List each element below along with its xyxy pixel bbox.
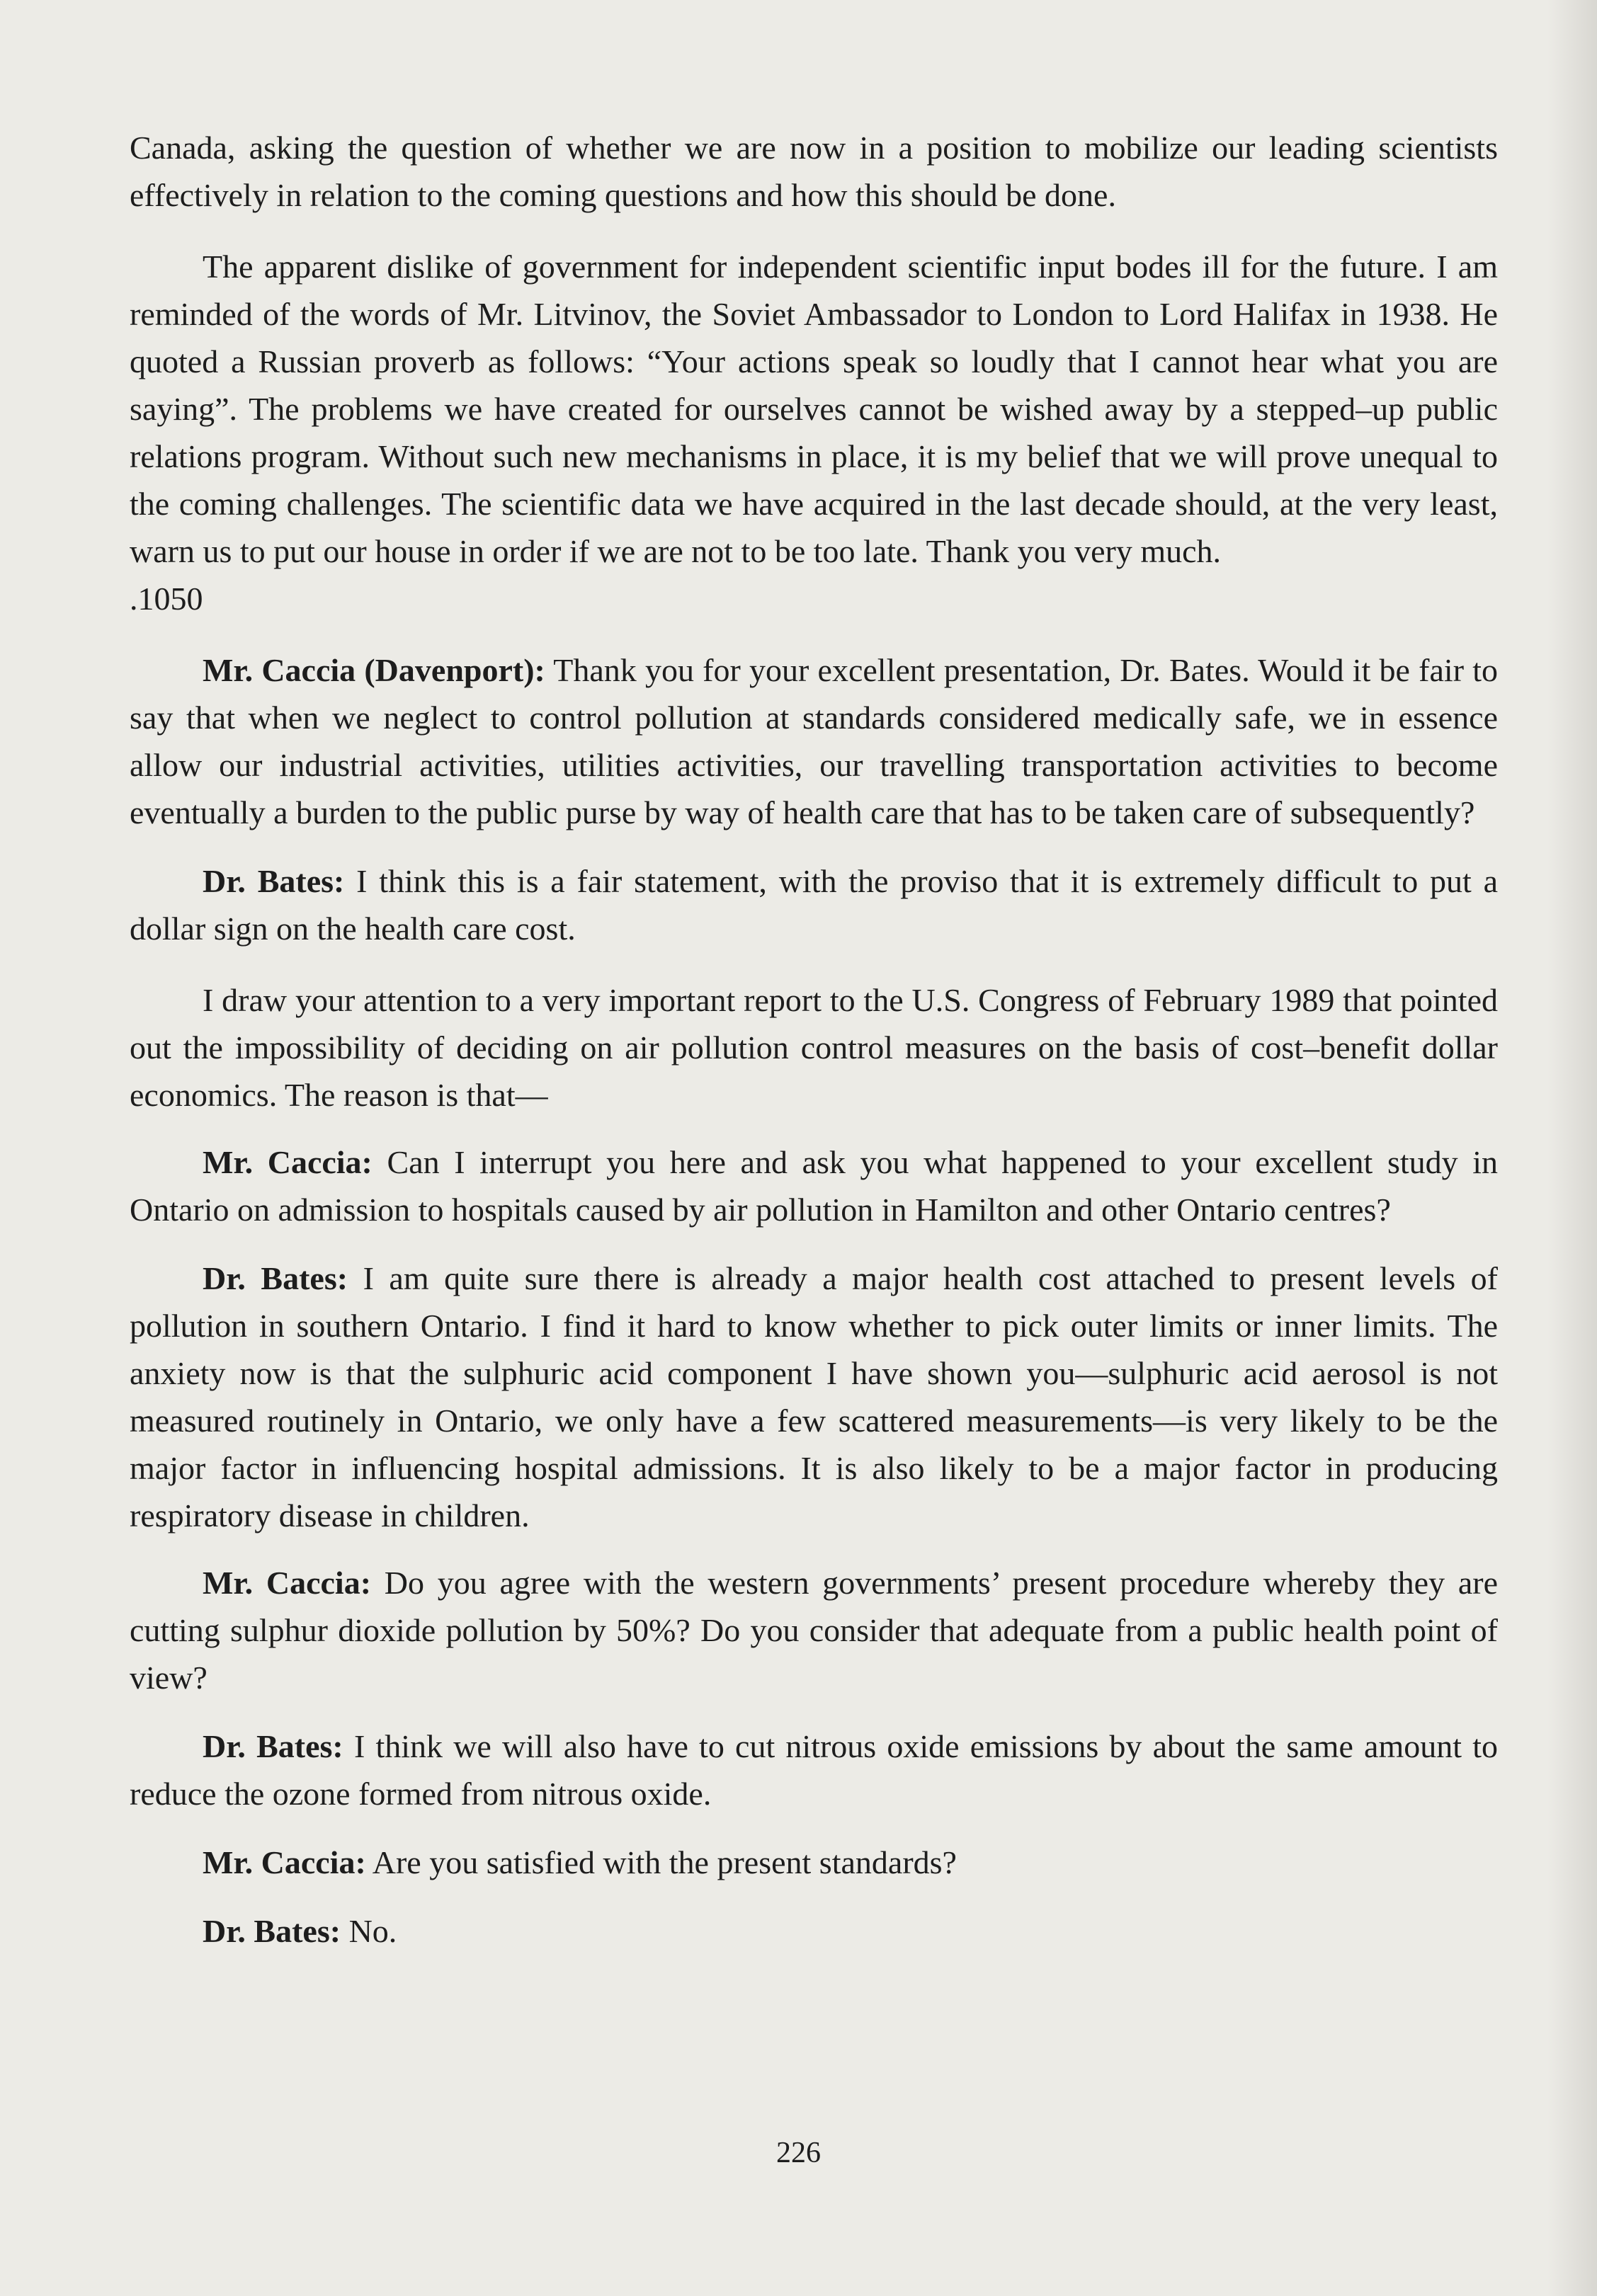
paragraph bbox=[130, 243, 1498, 575]
speaker-name: Dr. Bates: bbox=[203, 1913, 341, 1949]
speaker-name: Mr. Caccia (Davenport): bbox=[203, 652, 545, 688]
speaker-name: Mr. Caccia: bbox=[203, 1844, 366, 1880]
speech-text: No. bbox=[348, 1913, 397, 1949]
page-number: 226 bbox=[776, 2137, 821, 2169]
speech-text: Are you satisfied with the present standards? bbox=[372, 1844, 957, 1880]
paragraph-text: I draw your attention to a very important report to the U.S. Congress of February 1989 that pointed out the impossibility of deciding on air pollution control measures on the basis of cost–benefit dollar economics. The reason is that— bbox=[130, 982, 1498, 1113]
speech-text: I think we will also have to cut nitrous oxide emissions by about the same amount to reduce the ozone formed from nitrous oxide. bbox=[130, 1728, 1499, 1812]
speaker-paragraph bbox=[130, 1723, 1498, 1817]
speech-text: I think this is a fair statement, with the proviso that it is extremely difficult to put a dollar sign on the health care cost. bbox=[130, 863, 1498, 947]
speech-text: Can I interrupt you here and ask you what happened to your excellent study in Ontario on admission to hospitals caused by air pollution in Hamilton and other Ontario centres? bbox=[130, 1144, 1499, 1228]
speech-text: Do you agree with the western governments’ present procedure whereby they are cutting sulphur dioxide pollution by 50%? Do you consider that adequate from a public health point of view? bbox=[130, 1565, 1498, 1696]
transcript-body bbox=[130, 124, 1498, 1955]
speaker-paragraph bbox=[130, 1839, 1498, 1886]
speech-text: Thank you for your excellent presentation, Dr. Bates. Would it be fair to say that when we neglect to control pollution at standards considered medically safe, we in essence allow our industrial activities, utilities activities, our travelling transportation activities to become eventually a burden to the public purse by way of health care that has to be taken care of subsequently? bbox=[130, 652, 1499, 830]
speaker-paragraph bbox=[130, 857, 1498, 952]
speech-text: I am quite sure there is already a major health cost attached to present levels of pollution in southern Ontario. I find it hard to know whether to pick outer limits or inner limits. The anxiety now is that the sulphuric acid component I have shown you—sulphuric acid aerosol is not measured routinely in Ontario, we only have a few scattered measurements—is very likely to be the major factor in influencing hospital admissions. It is also likely to be a major factor in producing respiratory disease in children. bbox=[130, 1260, 1498, 1533]
speaker-paragraph bbox=[130, 1255, 1498, 1539]
speaker-name: Dr. Bates: bbox=[203, 1260, 348, 1296]
speaker-name: Dr. Bates: bbox=[203, 1728, 343, 1764]
speaker-paragraph bbox=[130, 1138, 1498, 1233]
speaker-paragraph bbox=[130, 646, 1498, 836]
speaker-name: Mr. Caccia: bbox=[203, 1144, 373, 1180]
speaker-paragraph bbox=[130, 1907, 1498, 1955]
paragraph-text: The apparent dislike of government for independent scientific input bodes ill for the future. I am reminded of the words of Mr. Litvinov, the Soviet Ambassador to London to Lord Halifax in 1938. He quoted a Russian proverb as follows: “Your actions speak so loudly that I cannot hear what you are saying”. The problems we have created for ourselves cannot be wished away by a stepped–up public relations program. Without such new mechanisms in place, it is my belief that we will prove unequal to the coming challenges. The scientific data we have acquired in the last decade should, at the very least, warn us to put our house in order if we are not to be too late. Thank you very much. bbox=[130, 249, 1498, 569]
speaker-name: Dr. Bates: bbox=[203, 863, 345, 899]
paragraph-text: Canada, asking the question of whether we are now in a position to mobilize our leading scientists effectively in relation to the coming questions and how this should be done. bbox=[130, 130, 1498, 213]
paragraph bbox=[130, 976, 1498, 1119]
speaker-paragraph bbox=[130, 1559, 1498, 1701]
paragraph bbox=[130, 124, 1498, 219]
timestamp-text: .1050 bbox=[130, 581, 203, 617]
timestamp-marker bbox=[130, 575, 1498, 622]
speaker-name: Mr. Caccia: bbox=[203, 1565, 372, 1601]
